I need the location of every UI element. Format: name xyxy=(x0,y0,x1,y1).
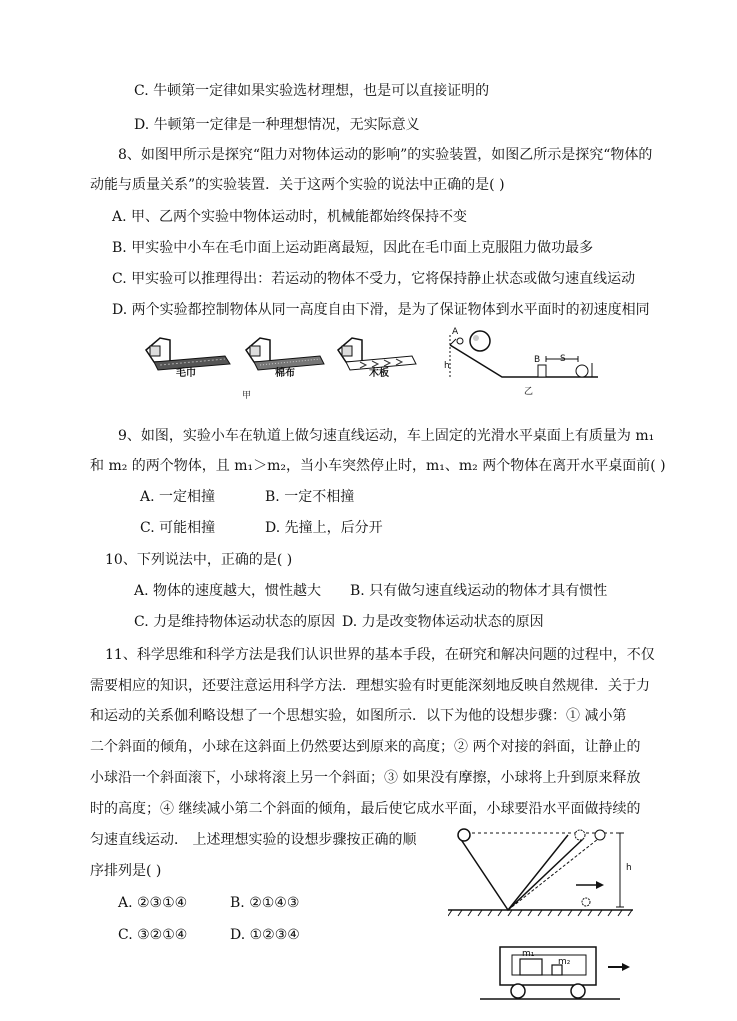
figure-yi-incline xyxy=(440,325,600,385)
label-block-b: B xyxy=(534,355,541,365)
q7-option-c: C. 牛顿第一定律如果实验选材理想，也是可以直接证明的 xyxy=(134,83,490,99)
q8-stem-line-2: 动能与质量关系”的实验装置．关于这两个实验的说法中正确的是( ) xyxy=(90,177,505,193)
label-ball-a: A xyxy=(452,327,459,337)
q9-stem-line-1: 9、如图，实验小车在轨道上做匀速直线运动，车上固定的光滑水平桌面上有质量为 m₁ xyxy=(118,428,655,444)
label-m2: m₂ xyxy=(558,957,571,967)
q10-stem: 10、下列说法中，正确的是( ) xyxy=(105,552,293,568)
q10-option-b: B. 只有做匀速直线运动的物体才具有惯性 xyxy=(350,583,608,599)
q10-option-c: C. 力是维持物体运动状态的原因 xyxy=(134,614,336,630)
q11-option-c: C. ③②①④ xyxy=(118,927,188,943)
q8-option-c: C. 甲实验可以推理得出：若运动的物体不受力，它将保持静止状态或做匀速直线运动 xyxy=(112,271,636,287)
label-yi: 乙 xyxy=(524,387,534,397)
q11-stem-line-1: 11、科学思维和科学方法是我们认识世界的基本手段，在研究和解决问题的过程中，不仅 xyxy=(105,647,655,663)
q10-option-d: D. 力是改变物体运动状态的原因 xyxy=(342,614,544,630)
label-distance-s: S xyxy=(560,354,566,364)
q9-option-d: D. 先撞上，后分开 xyxy=(265,520,383,536)
q9-option-a: A. 一定相撞 xyxy=(140,489,216,505)
q11-option-b: B. ②①④③ xyxy=(230,895,300,911)
q11-stem-line-8: 序排列是( ) xyxy=(90,863,162,879)
q9-stem-line-2: 和 m₂ 的两个物体，且 m₁＞m₂，当小车突然停止时，m₁、m₂ 两个物体在离开水平桌面前( ) xyxy=(90,458,666,474)
label-jia: 甲 xyxy=(242,391,252,401)
q7-option-d: D. 牛顿第一定律是一种理想情况，无实际意义 xyxy=(134,117,420,133)
q8-stem-line-1: 8、如图甲所示是探究“阻力对物体运动的影响”的实验装置，如图乙所示是探究“物体的 xyxy=(118,147,653,163)
q11-stem-line-5: 小球沿一个斜面滚下，小球将滚上另一个斜面；③ 如果没有摩擦，小球将上升到原来释放 xyxy=(90,770,641,786)
q9-option-b: B. 一定不相撞 xyxy=(265,489,355,505)
q8-option-d: D. 两个实验都控制物体从同一高度自由下滑，是为了保证物体到水平面时的初速度相同 xyxy=(112,302,650,318)
label-wood: 木板 xyxy=(369,368,389,379)
q10-option-a: A. 物体的速度越大，惯性越大 xyxy=(134,583,322,599)
figure-galileo-inclines xyxy=(448,825,638,920)
q11-stem-line-2: 需要相应的知识，还要注意运用科学方法．理想实验有时更能深刻地反映自然规律．关于力 xyxy=(90,678,650,694)
q8-option-b: B. 甲实验中小车在毛巾面上运动距离最短，因此在毛巾面上克服阻力做功最多 xyxy=(112,240,594,256)
q11-option-d: D. ①②③④ xyxy=(230,927,300,943)
q11-stem-line-3: 和运动的关系伽利略设想了一个思想实验，如图所示．以下为他的设想步骤：① 减小第 xyxy=(90,708,627,724)
q8-option-a: A. 甲、乙两个实验中物体运动时，机械能都始终保持不变 xyxy=(112,209,468,225)
q11-option-a: A. ②③①④ xyxy=(118,895,188,911)
label-towel: 毛巾 xyxy=(176,368,196,379)
q11-stem-line-7: 匀速直线运动． 上述理想实验的设想步骤按正确的顺 xyxy=(90,832,417,848)
q9-option-c: C. 可能相撞 xyxy=(140,520,216,536)
label-cotton: 棉布 xyxy=(275,368,295,379)
q11-stem-line-6: 时的高度；④ 继续减小第二个斜面的倾角，最后使它成水平面，小球要沿水平面做持续的 xyxy=(90,801,641,817)
label-galileo-h: h xyxy=(626,863,632,873)
q11-stem-line-4: 二个斜面的倾角，小球在这斜面上仍然要达到原来的高度；② 两个对接的斜面，让静止的 xyxy=(90,739,641,755)
label-m1: m₁ xyxy=(522,949,535,959)
label-height-h: h xyxy=(444,361,450,371)
